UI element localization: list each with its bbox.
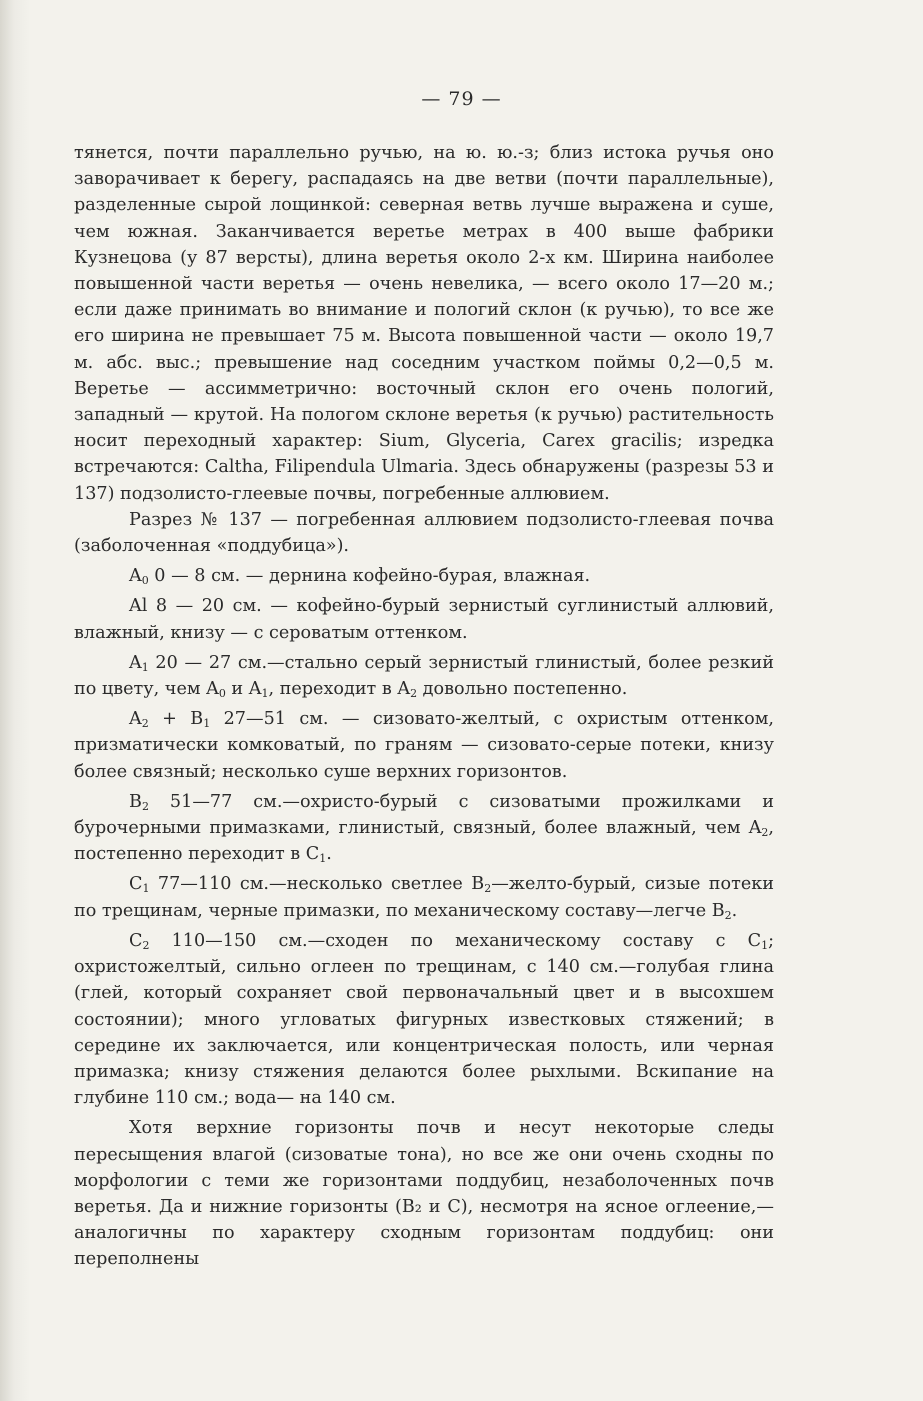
horizon-c2: $C_2$ 110—150 см.—сходен по механическому составу с $C_1$; охристожелтый, сильно оглеен по трещинам, с 140 см.—голубая глина (глей, который сохраняет свой первоначальный цвет и в высохшем состоянии); много угловатых фигурных известковых стяжений; в середине их заключается, или концентрическая полость, или черная примазка; книзу стяжения делаются более рыхлыми. Вскипание на глубине 110 см.; вода— на 140 см. xyxy=(74,930,774,1109)
horizon-a2-b1: $A_2 + B_1$ 27—51 см. — сизовато-желтый, с охристым оттенком, призматически комковатый, по граням — сизовато-серые потеки, книзу более связный; несколько суше верхних горизонтов. xyxy=(74,709,774,782)
horizon-b2: $B_2$ 51—77 см.—охристо-бурый с сизоватыми прожилками и бурочерными примазками, глинистый, связный, более влажный, чем $A_2$, постепенно переходит в $C_1$. xyxy=(74,791,774,866)
horizon-c1: $C_1$ 77—110 см.—несколько светлее $B_2—желто$-бурый, сизые потеки по трещинам, черные примазки, по механическому составу—легче $B_2$. xyxy=(74,874,774,922)
page-number: — 79 — xyxy=(421,88,502,110)
paragraph-conclusion: Хотя верхние горизонты почв и несут некоторые следы пересыщения влагой (сизоватые тона), но все же они очень сходны по морфологии с теми же горизонтами поддубиц, незаболоченных почв веретья. Да и нижние горизонты (B₂ и C), несмотря на ясное оглеение,—аналогичны по характеру сходным горизонтам поддубиц: они переполнены xyxy=(74,1118,774,1270)
page-body xyxy=(74,140,774,1273)
paragraph-veretye-description: тянется, почти параллельно ручью, на ю. ю.-з; близ истока ручья оно заворачивает к берегу, распадаясь на две ветви (почти параллельные), разделенные сырой лощинкой: северная ветвь лучше выражена и суше, чем южная. Заканчивается веретье метрах в 400 выше фабрики Кузнецова (у 87 версты), длина веретья около 2-х км. Ширина наиболее повышенной части веретья — очень невелика, — всего около 17—20 м.; если даже принимать во внимание и пологий склон (к ручью), то все же его ширина не превышает 75 м. Высота повышенной части — около 19,7 м. абс. выс.; превышение над соседним участком поймы 0,2—0,5 м. Веретье — ассимметрично: восточный склон его очень пологий, западный — крутой. На пологом склоне веретья (к ручью) растительность носит переходный характер: Sium, Glyceria, Carex gracilis; изредка встречаются: Caltha, Filipendula Ulmaria. Здесь обнаружены (разрезы 53 и 137) подзолисто-глеевые почвы, погребенные аллювием. xyxy=(74,143,774,504)
paragraph-section-137: Разрез № 137 — погребенная аллювием подзолисто-глеевая почва (заболоченная «поддубица»). xyxy=(74,509,774,557)
horizon-a1: $A_1$ 20 — 27 см.—стально серый зернистый глинистый, более резкий по цвету, чем $A_0$ и $A_1$, переходит в $A_2$ довольно постепенно. xyxy=(74,652,774,701)
horizon-al: Al 8 — 20 см. — кофейно-бурый зернистый суглинистый аллювий, влажный, книзу — с сероватым оттенком. xyxy=(74,596,774,643)
horizon-a0: $A_0$ 0 — 8 см. — дернина кофейно-бурая, влажная. xyxy=(129,566,591,588)
